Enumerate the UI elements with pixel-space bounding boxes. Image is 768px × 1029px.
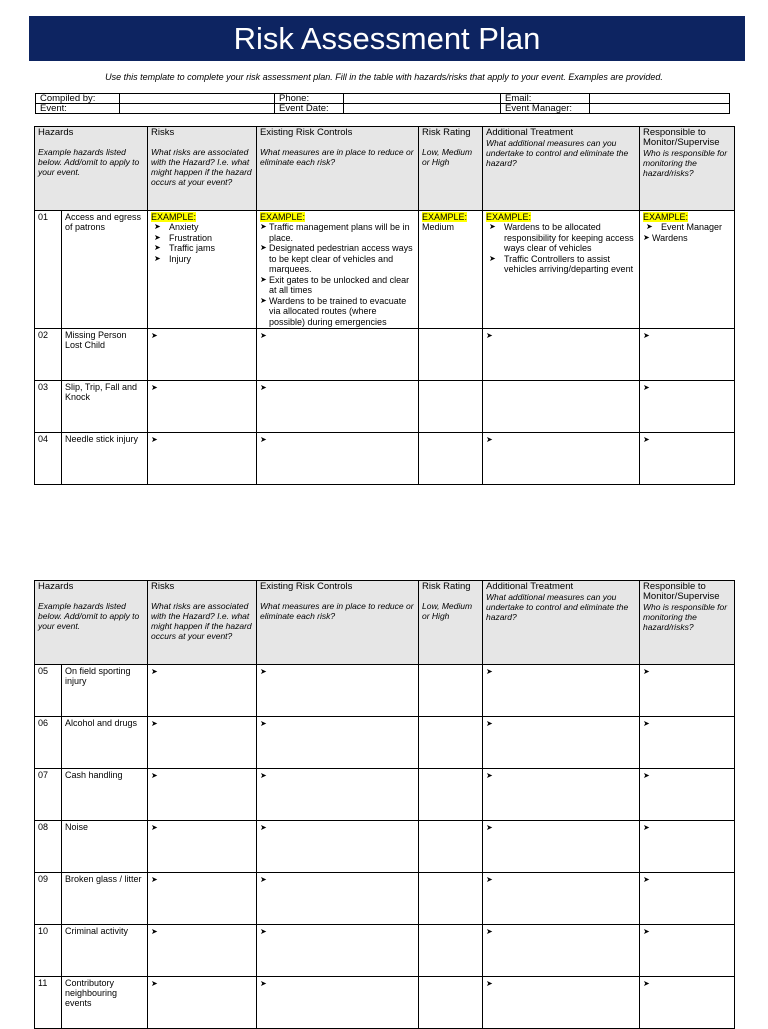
responsible-cell[interactable] [640,769,735,821]
rating-cell[interactable] [419,211,483,329]
arrow-icon: ➤ [643,331,650,340]
hazard-cell: Contributory neighbouring events [62,977,148,1029]
header-rating: Risk Rating Low, Medium or High [419,581,483,665]
arrow-icon: ➤ [260,875,267,884]
risks-cell[interactable] [148,977,257,1029]
table-row [35,329,735,381]
header-treatment: Additional Treatment What additional measures can you undertake to control and eliminate the hazard? [483,127,640,211]
arrow-icon: ➤ [643,719,650,728]
hazard-cell: Alcohol and drugs [62,717,148,769]
risks-cell[interactable] [148,211,257,329]
arrow-icon: ➤ [486,331,493,340]
risk-item: ➤ Injury [151,254,253,265]
email-field[interactable] [590,94,730,104]
risks-cell[interactable] [148,873,257,925]
rating-cell[interactable] [419,717,483,769]
risks-cell[interactable] [148,925,257,977]
arrow-icon: ➤ [486,927,493,936]
rating-cell[interactable] [419,665,483,717]
arrow-icon: ➤ [151,875,158,884]
table-row [35,717,735,769]
arrow-icon: ➤ [260,331,267,340]
risks-cell[interactable] [148,821,257,873]
example-label: EXAMPLE: [151,212,197,222]
treatment-cell[interactable] [483,211,640,329]
example-label: EXAMPLE: [486,212,532,222]
arrow-icon: ➤ [643,383,650,392]
treatment-cell[interactable] [483,329,640,381]
responsible-cell[interactable] [640,873,735,925]
arrow-icon: ➤ [486,435,493,444]
rating-value: Medium [422,222,455,232]
risks-cell[interactable] [148,717,257,769]
arrow-icon: ➤ [486,823,493,832]
controls-cell[interactable] [257,717,419,769]
compiled-by-label: Compiled by: [36,94,120,104]
treatment-item: ➤ Wardens to be allocated responsibility for keeping access ways clear of vehicles [486,222,636,254]
responsible-cell[interactable] [640,433,735,485]
event-manager-field[interactable] [590,104,730,114]
arrow-icon: ➤ [643,771,650,780]
controls-cell[interactable] [257,665,419,717]
row-number: 03 [35,381,62,433]
rating-cell[interactable] [419,821,483,873]
row-number: 04 [35,433,62,485]
row-number: 05 [35,665,62,717]
treatment-cell[interactable] [483,821,640,873]
risk-item: ➤ Traffic jams [151,243,253,254]
phone-field[interactable] [344,94,501,104]
arrow-icon: ➤ [151,979,158,988]
event-manager-label: Event Manager: [501,104,590,114]
arrow-icon: ➤ [151,435,158,444]
arrow-icon: ➤ [260,719,267,728]
hazard-cell: Cash handling [62,769,148,821]
example-label: EXAMPLE: [643,212,689,222]
treatment-cell[interactable] [483,665,640,717]
header-rating: Risk Rating Low, Medium or High [419,127,483,211]
event-date-field[interactable] [344,104,501,114]
header-hazards: Hazards Example hazards listed below. Add/omit to apply to your event. [35,127,148,211]
controls-cell[interactable] [257,873,419,925]
risks-cell[interactable] [148,329,257,381]
hazard-cell: Noise [62,821,148,873]
arrow-icon: ➤ [151,331,158,340]
responsible-cell[interactable] [640,821,735,873]
rating-cell[interactable] [419,329,483,381]
responsible-cell[interactable] [640,717,735,769]
row-number: 10 [35,925,62,977]
instructions-text: Use this template to complete your risk assessment plan. Fill in the table with hazards/risks that apply to your event. Examples are provided. [105,72,663,82]
treatment-cell[interactable] [483,873,640,925]
header-responsible: Responsible to Monitor/Supervise Who is responsible for monitoring the hazard/risks? [640,127,735,211]
risks-cell[interactable] [148,381,257,433]
table-row [35,211,735,329]
arrow-icon: ➤ [151,719,158,728]
arrow-icon: ➤ [486,979,493,988]
table-row [35,433,735,485]
arrow-icon: ➤ [643,667,650,676]
rating-cell[interactable] [419,925,483,977]
treatment-cell[interactable] [483,381,640,433]
table-row [35,977,735,1029]
rating-cell[interactable] [419,381,483,433]
email-label: Email: [501,94,590,104]
responsible-cell[interactable] [640,381,735,433]
phone-label: Phone: [275,94,344,104]
arrow-icon: ➤ [486,875,493,884]
controls-cell[interactable] [257,329,419,381]
control-item: ➤ Designated pedestrian access ways to be kept clear of vehicles and marquees. [260,243,415,275]
arrow-icon: ➤ [151,823,158,832]
header-controls: Existing Risk Controls What measures are in place to reduce or eliminate each risk? [257,581,419,665]
responsible-cell[interactable] [640,665,735,717]
responsible-item: ➤ Wardens [643,233,731,244]
header-risks: Risks What risks are associated with the Hazard? I.e. what might happen if the hazard occurs at your event? [148,127,257,211]
arrow-icon: ➤ [260,771,267,780]
rating-cell[interactable] [419,769,483,821]
controls-cell[interactable] [257,211,419,329]
arrow-icon: ➤ [260,823,267,832]
arrow-icon: ➤ [643,823,650,832]
risk-item: ➤ Anxiety [151,222,253,233]
hazard-cell: Broken glass / litter [62,873,148,925]
table-row [35,381,735,433]
hazard-cell: Access and egress of patrons [62,211,148,329]
controls-cell[interactable] [257,977,419,1029]
table-row [35,665,735,717]
header-risks: Risks What risks are associated with the Hazard? I.e. what might happen if the hazard occurs at your event? [148,581,257,665]
treatment-cell[interactable] [483,925,640,977]
event-date-label: Event Date: [275,104,344,114]
arrow-icon: ➤ [260,927,267,936]
row-number: 06 [35,717,62,769]
event-label: Event: [36,104,120,114]
header-controls: Existing Risk Controls What measures are in place to reduce or eliminate each risk? [257,127,419,211]
risks-cell[interactable] [148,769,257,821]
responsible-item: ➤ Event Manager [643,222,731,233]
row-number: 02 [35,329,62,381]
controls-cell[interactable] [257,769,419,821]
responsible-cell[interactable] [640,211,735,329]
responsible-cell[interactable] [640,925,735,977]
arrow-icon: ➤ [260,667,267,676]
page-title: Risk Assessment Plan [29,16,745,61]
risk-item: ➤ Frustration [151,233,253,244]
table-row [35,769,735,821]
row-number: 11 [35,977,62,1029]
treatment-item: ➤ Traffic Controllers to assist vehicles arriving/departing event [486,254,636,275]
control-item: ➤ Wardens to be trained to evacuate via allocated routes (where possible) during emergencies [260,296,415,328]
row-number: 09 [35,873,62,925]
arrow-icon: ➤ [643,435,650,444]
arrow-icon: ➤ [151,667,158,676]
treatment-cell[interactable] [483,433,640,485]
header-treatment: Additional Treatment What additional measures can you undertake to control and eliminate the hazard? [483,581,640,665]
hazard-cell: Slip, Trip, Fall and Knock [62,381,148,433]
header-hazards: Hazards Example hazards listed below. Add/omit to apply to your event. [35,581,148,665]
arrow-icon: ➤ [486,667,493,676]
arrow-icon: ➤ [486,719,493,728]
arrow-icon: ➤ [260,435,267,444]
compiled-by-field[interactable] [120,94,275,104]
risk-table-2 [34,580,735,1029]
row-number: 01 [35,211,62,329]
arrow-icon: ➤ [151,383,158,392]
rating-cell[interactable] [419,873,483,925]
risks-cell[interactable] [148,665,257,717]
hazard-cell: Needle stick injury [62,433,148,485]
event-field[interactable] [120,104,275,114]
arrow-icon: ➤ [643,875,650,884]
arrow-icon: ➤ [260,979,267,988]
arrow-icon: ➤ [486,771,493,780]
controls-cell[interactable] [257,925,419,977]
risks-cell[interactable] [148,433,257,485]
hazard-cell: Missing Person Lost Child [62,329,148,381]
hazard-cell: On field sporting injury [62,665,148,717]
controls-cell[interactable] [257,821,419,873]
row-number: 08 [35,821,62,873]
treatment-cell[interactable] [483,977,640,1029]
rating-cell[interactable] [419,977,483,1029]
table-row [35,873,735,925]
controls-cell[interactable] [257,381,419,433]
control-item: ➤ Traffic management plans will be in place. [260,222,415,243]
row-number: 07 [35,769,62,821]
arrow-icon: ➤ [643,927,650,936]
arrow-icon: ➤ [151,927,158,936]
responsible-cell[interactable] [640,329,735,381]
arrow-icon: ➤ [260,383,267,392]
rating-cell[interactable] [419,433,483,485]
arrow-icon: ➤ [151,771,158,780]
control-item: ➤ Exit gates to be unlocked and clear at all times [260,275,415,296]
table-row [35,925,735,977]
example-label: EXAMPLE: [260,212,306,222]
responsible-cell[interactable] [640,977,735,1029]
table-row [35,821,735,873]
arrow-icon: ➤ [643,979,650,988]
treatment-cell[interactable] [483,717,640,769]
event-info-table [35,93,730,114]
example-label: EXAMPLE: [422,212,468,222]
hazard-cell: Criminal activity [62,925,148,977]
controls-cell[interactable] [257,433,419,485]
header-responsible: Responsible to Monitor/Supervise Who is responsible for monitoring the hazard/risks? [640,581,735,665]
risk-table-1 [34,126,735,485]
treatment-cell[interactable] [483,769,640,821]
